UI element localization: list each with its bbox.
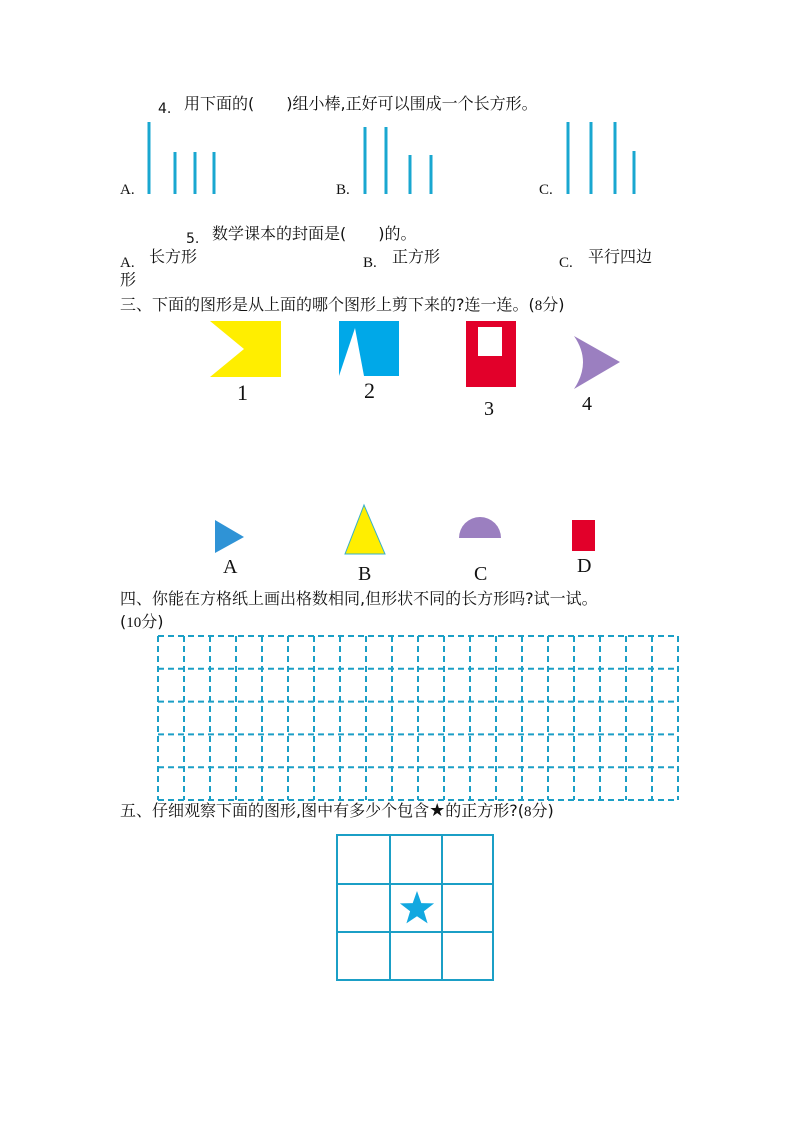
- shape-label-1: 1: [237, 380, 248, 405]
- q4-option-c: C.: [539, 182, 553, 198]
- q5-number: 5.: [186, 231, 200, 247]
- shape-label-2: 2: [364, 378, 375, 403]
- piece-label-c: C: [474, 563, 488, 585]
- section-3-title: [120, 295, 565, 316]
- q5-option-c-letter: C.: [559, 255, 573, 271]
- q4-number: 4.: [158, 101, 172, 117]
- section-4-score-open: (: [120, 612, 127, 631]
- section-5-title-post: 的正方形?(: [445, 801, 524, 820]
- q4-option-b: B.: [336, 182, 350, 198]
- q4-option-a: A.: [120, 182, 135, 198]
- section-5-score-unit: 分): [531, 801, 554, 820]
- cut-shape-3: [466, 321, 516, 387]
- dashed-grid: [158, 636, 678, 800]
- stick-group-b: [365, 127, 431, 194]
- cut-shape-2: [339, 321, 399, 376]
- stick-group-a: [149, 122, 214, 194]
- section-4-score: [120, 612, 164, 633]
- shape-label-4: 4: [582, 393, 592, 415]
- section-5-score: 8: [523, 804, 532, 820]
- q5-option-c-text: 平行四边: [588, 247, 653, 266]
- q5-option-b-text: 正方形: [392, 247, 441, 266]
- shape-label-3: 3: [484, 398, 494, 420]
- q4-text: 用下面的( )组小棒,正好可以围成一个长方形。: [184, 94, 538, 113]
- q5-option-a-text: 长方形: [149, 247, 198, 266]
- piece-label-b: B: [358, 563, 372, 585]
- star-icon: [400, 891, 434, 923]
- piece-label-a: A: [223, 556, 238, 578]
- inline-star-icon: ★: [429, 800, 446, 821]
- section-4-score-num: 10: [126, 615, 142, 631]
- cut-shape-1: [210, 321, 281, 377]
- cut-shape-4: [574, 336, 620, 389]
- q5-option-b-letter: B.: [363, 255, 377, 271]
- section-4-score-unit: 分): [141, 612, 164, 631]
- q5-option-c-wrap: 形: [120, 270, 137, 289]
- piece-label-d: D: [577, 555, 592, 577]
- section-5-title-pre: 五、仔细观察下面的图形,图中有多少个包含: [120, 801, 430, 820]
- section-3-title-text: 三、下面的图形是从上面的哪个图形上剪下来的?连一连。(: [120, 295, 535, 314]
- section-4-title: 四、你能在方格纸上画出格数相同,但形状不同的长方形吗?试一试。: [120, 589, 598, 608]
- q5-option-a-letter: A.: [120, 255, 135, 271]
- stick-group-c: [568, 122, 634, 194]
- piece-d: [572, 520, 595, 551]
- q5-text: 数学课本的封面是( )的。: [212, 224, 417, 243]
- piece-c: [459, 517, 501, 538]
- section-5-title: [120, 801, 554, 822]
- section-3-score-unit: 分): [542, 295, 565, 314]
- piece-b: [345, 505, 385, 554]
- piece-a: [215, 520, 244, 553]
- section-3-score: 8: [534, 298, 543, 314]
